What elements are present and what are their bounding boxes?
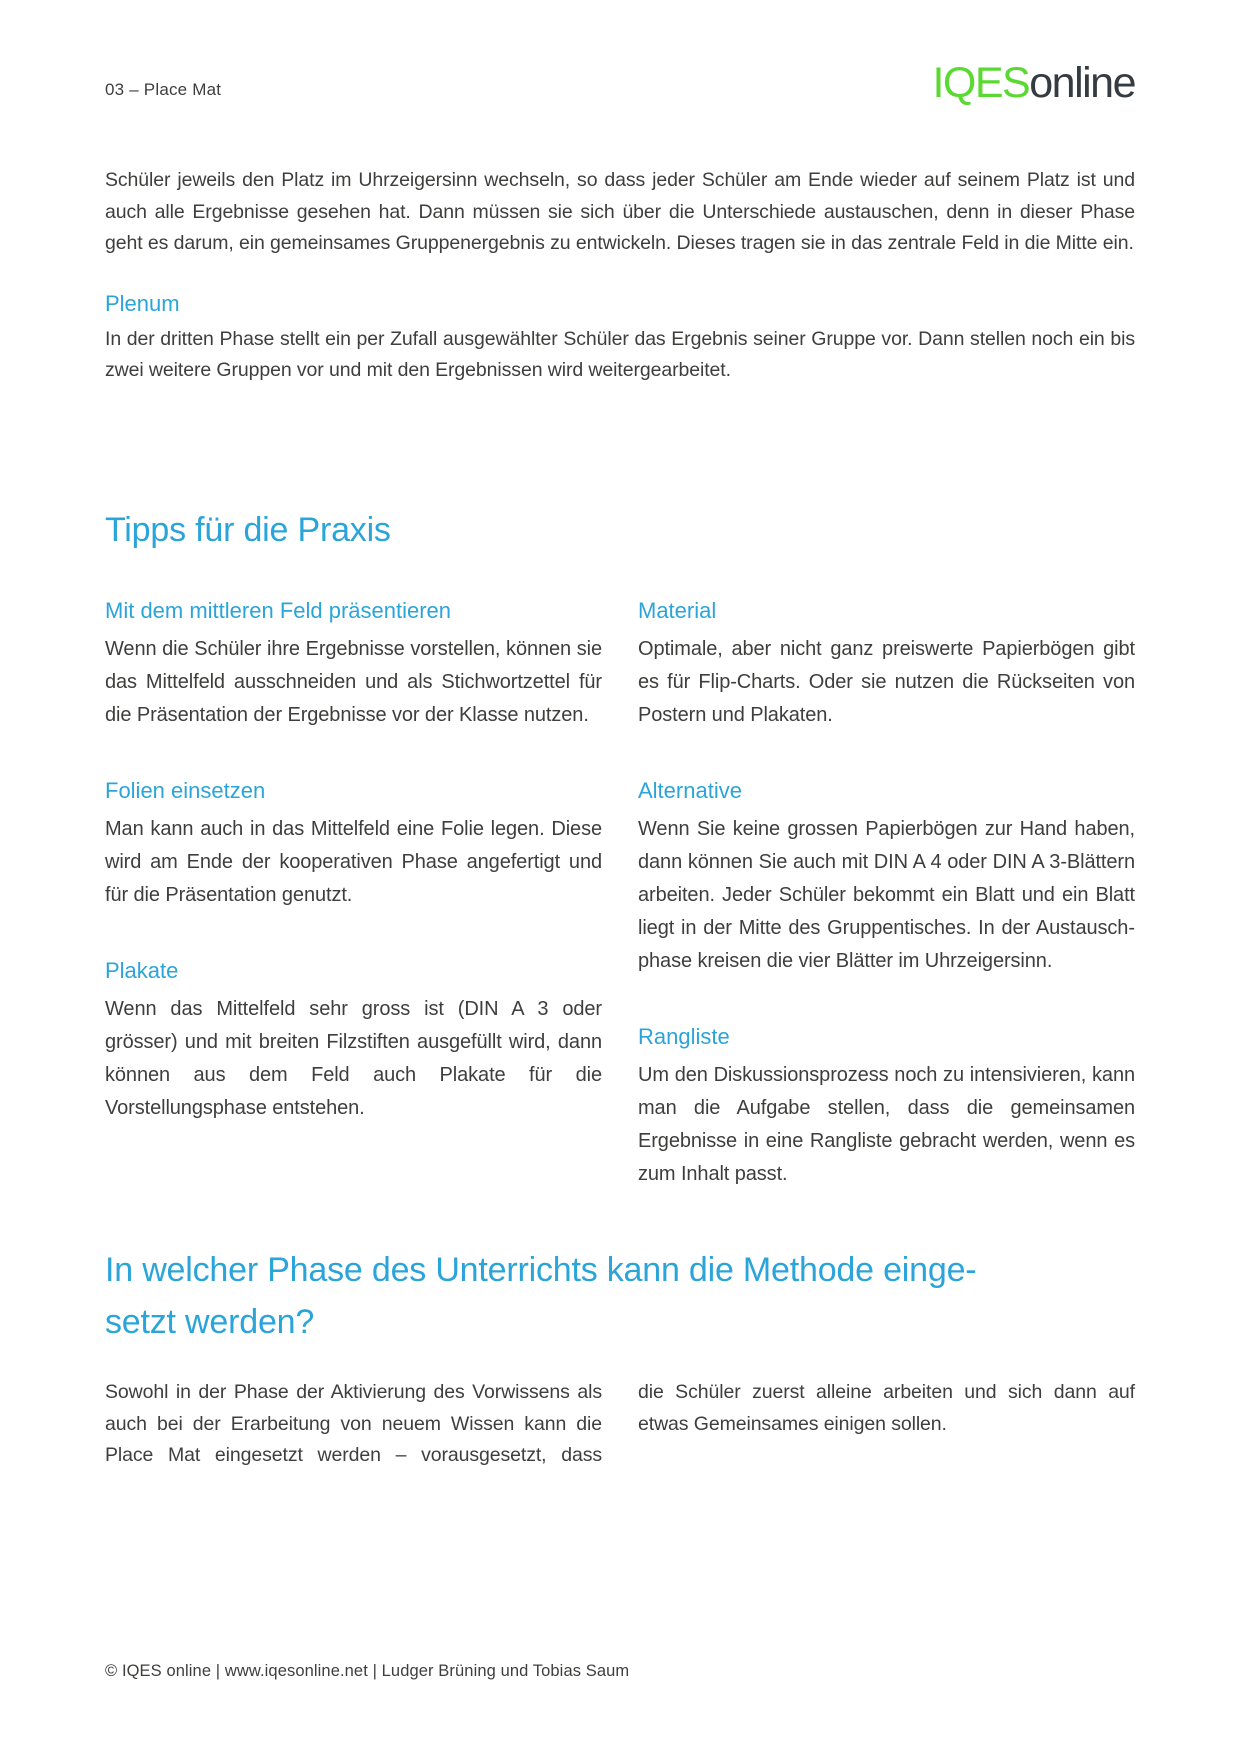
tip-block-rangliste: [638, 1023, 1135, 1191]
section-heading-plenum: Plenum: [105, 290, 180, 316]
tip-paragraph: Wenn Sie keine grossen Papierbögen zur Hand haben, dann können Sie auch mit DIN A 4 oder DIN A 3-Blättern arbeiten. Jeder Schüler bekommt ein Blatt und ein Blatt liegt in der Mitte des Gruppentisches. In der Austauschphase kreisen die vier Blätter im Uhrzeigersinn.: [638, 817, 1135, 972]
tip-heading: Rangliste: [638, 1023, 730, 1049]
iqes-logo: [932, 59, 1135, 107]
tip-heading: Alternative: [638, 777, 742, 803]
section-heading-phase: [105, 1244, 1135, 1348]
phase-heading-line2: setzt werden?: [105, 1302, 315, 1341]
tip-block-material: [638, 597, 1135, 732]
tips-columns: [105, 597, 1135, 1236]
tip-paragraph: Wenn die Schüler ihre Ergebnisse vorstellen, können sie das Mittelfeld ausschneiden und als Stichwortzettel für die Präsentation der Ergebnisse vor der Klasse nutzen.: [105, 637, 602, 726]
tip-heading: Plakate: [105, 957, 179, 983]
tip-heading: Mit dem mittleren Feld präsentieren: [105, 597, 452, 623]
phase-heading-line1: In welcher Phase des Unterrichts kann die Methode einge-: [105, 1250, 977, 1289]
tips-right-column: [638, 597, 1135, 1236]
tip-block-alternative: [638, 777, 1135, 978]
tip-paragraph: Um den Diskussionsprozess noch zu intensivieren, kann man die Aufgabe stellen, dass die gemeinsamen Ergebnisse in eine Rangliste gebracht werden, wenn es zum Inhalt passt.: [638, 1063, 1135, 1185]
tip-heading: Material: [638, 597, 717, 623]
section-heading-tips: Tipps für die Praxis: [105, 510, 391, 549]
logo-text-iqes: IQES: [932, 59, 1030, 107]
intro-paragraph: Schüler jeweils den Platz im Uhrzeigersinn wechseln, so dass jeder Schüler am Ende wieder auf seinem Platz ist und auch alle Ergebnisse gesehen hat. Dann müssen sie sich über die Unterschiede austauschen, denn in dieser Phase geht es darum, ein gemeinsames Gruppenergebnis zu entwickeln. Dieses tragen sie in das zentrale Feld in die Mitte ein.: [105, 169, 1135, 254]
tip-block-folien: [105, 777, 602, 912]
page-header: [105, 59, 1135, 107]
page-header-label: 03 – Place Mat: [105, 80, 222, 99]
phase-columns: [105, 1358, 1135, 1492]
tip-heading: Folien einsetzen: [105, 777, 266, 803]
tip-block-plakate: [105, 957, 602, 1125]
tip-paragraph: Wenn das Mittelfeld sehr gross ist (DIN A 3 oder grösser) und mit breiten Filzstiften ausgefüllt wird, dann können aus dem Feld auch Plakate für die Vorstellungsphase entstehen.: [105, 997, 602, 1119]
tip-paragraph: Man kann auch in das Mittelfeld eine Folie legen. Diese wird am Ende der kooperativen Phase angefertigt und für die Präsentation genutzt.: [105, 817, 602, 906]
tip-paragraph: Optimale, aber nicht ganz preiswerte Papierbögen gibt es für Flip-Charts. Oder sie nutzen die Rückseiten von Postern und Plakaten.: [638, 637, 1135, 726]
phase-right-paragraph: die Schüler zuerst alleine arbeiten und sich dann auf etwas Gemeinsames einigen sollen.: [638, 1381, 1135, 1435]
tip-block-mittleres-feld: [105, 597, 602, 732]
tips-left-column: [105, 597, 602, 1236]
page-footer: © IQES online | www.iqesonline.net | Ludger Brüning und Tobias Saum: [105, 1662, 630, 1680]
logo-text-online: online: [1029, 59, 1135, 107]
phase-left-paragraph: Sowohl in der Phase der Aktivierung des Vorwissens als auch bei der Erarbeitung von neuem Wissen kann die Place Mat eingesetzt werden – vorausgesetzt, dass: [105, 1381, 602, 1466]
plenum-paragraph: In der dritten Phase stellt ein per Zufall ausgewählter Schüler das Ergebnis seiner Gruppe vor. Dann stellen noch ein bis zwei weitere Gruppen vor und mit den Ergebnissen wird weitergearbeitet.: [105, 327, 1135, 381]
